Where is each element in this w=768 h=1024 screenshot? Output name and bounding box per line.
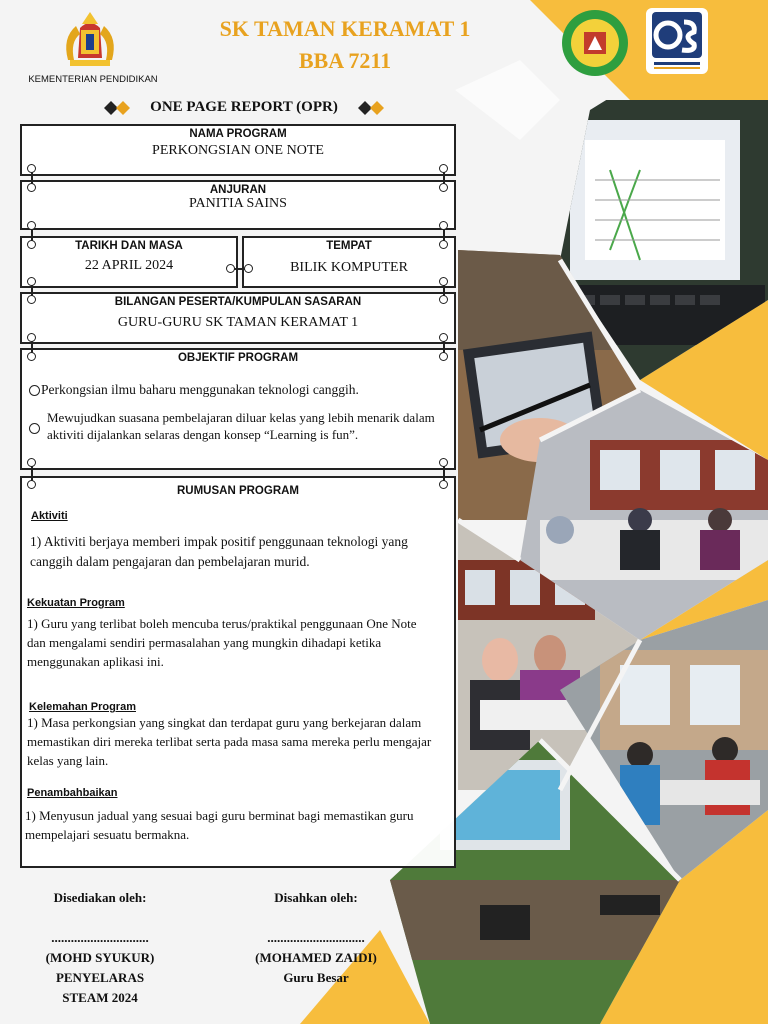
anjuran-label: ANJURAN [209,184,267,196]
nama-program-box [20,124,456,176]
prepared-role-1: PENYELARAS [55,970,145,985]
peserta-value: GURU-GURU SK TAMAN KERAMAT 1 [117,315,359,330]
tempat-label: TEMPAT [326,240,372,252]
prepared-dots: .............................. [51,930,149,945]
peserta-label: BILANGAN PESERTA/KUMPULAN SASARAN [114,296,362,308]
approved-label: Disahkan oleh: [274,890,358,905]
aktiviti-text: 1) Aktiviti berjaya memberi impak positif penggunaan teknologi yang canggih dalam pengajaran dan pembelajaran murid. [30,534,408,569]
tempat-box [242,236,456,288]
prepared-label: Disediakan oleh: [53,890,147,905]
approved-name: (MOHAMED ZAIDI) [255,950,377,965]
kekuatan-text: 1) Guru yang terlibat boleh mencuba terus/praktikal penggunaan One Note dan mengalami sendiri permasalahan yang mungkin dihadapi ketika menggunakan aplikasi ini. [27,616,417,669]
penambahbaikan-text: 1) Menyusun jadual yang sesuai bagi guru berminat bagi memastikan guru mempelajari sesuatu bermakna. [25,808,414,842]
objektif-bullet-icon [29,423,40,434]
title-diamond-right [358,101,384,115]
anniversary-logo [646,8,708,74]
anjuran-box [20,180,456,230]
prepared-role-2: STEAM 2024 [62,990,138,1005]
approved-dots: .............................. [267,930,365,945]
tarikh-box [20,236,238,288]
school-name: SK TAMAN KERAMAT 1 [219,16,471,41]
objektif-bullet-icon [29,385,40,396]
objektif-label: OBJEKTIF PROGRAM [177,352,299,364]
nama-program-label: NAMA PROGRAM [189,128,287,140]
tarikh-value: 22 APRIL 2024 [84,258,174,273]
anjuran-value: PANITIA SAINS [189,196,287,211]
aktiviti-title: Aktiviti [31,510,68,522]
title-diamond-left [104,101,130,115]
nama-program-value: PERKONGSIAN ONE NOTE [152,143,324,158]
penambahbaikan-title: Penambahbaikan [27,787,118,799]
kekuatan-title: Kekuatan Program [27,597,125,609]
kelemahan-title: Kelemahan Program [29,701,136,713]
ministry-crest [48,8,132,72]
approved-role: Guru Besar [283,970,349,985]
objektif-item-2: Mewujudkan suasana pembelajaran diluar kelas yang lebih menarik dalam aktiviti dijalankan selaras dengan konsep “Learning is fun”. [47,410,435,442]
ministry-name: KEMENTERIAN PENDIDIKAN [28,74,158,85]
school-code: BBA 7211 [298,48,392,73]
tempat-value: BILIK KOMPUTER [290,260,408,275]
tarikh-label: TARIKH DAN MASA [75,240,183,252]
prepared-name: (MOHD SYUKUR) [45,950,155,965]
peserta-box [20,292,456,344]
kelemahan-text: 1) Masa perkongsian yang singkat dan terdapat guru yang berkejaran dalam memastikan diri mereka terlibat serta pada masa sama mereka perlu mengajar kelas yang lain. [27,715,432,768]
school-logo [560,8,630,78]
rumusan-label: RUMUSAN PROGRAM [176,485,300,497]
report-title: ONE PAGE REPORT (OPR) [150,99,338,115]
objektif-item-1: Perkongsian ilmu baharu menggunakan teknologi canggih. [41,382,359,397]
